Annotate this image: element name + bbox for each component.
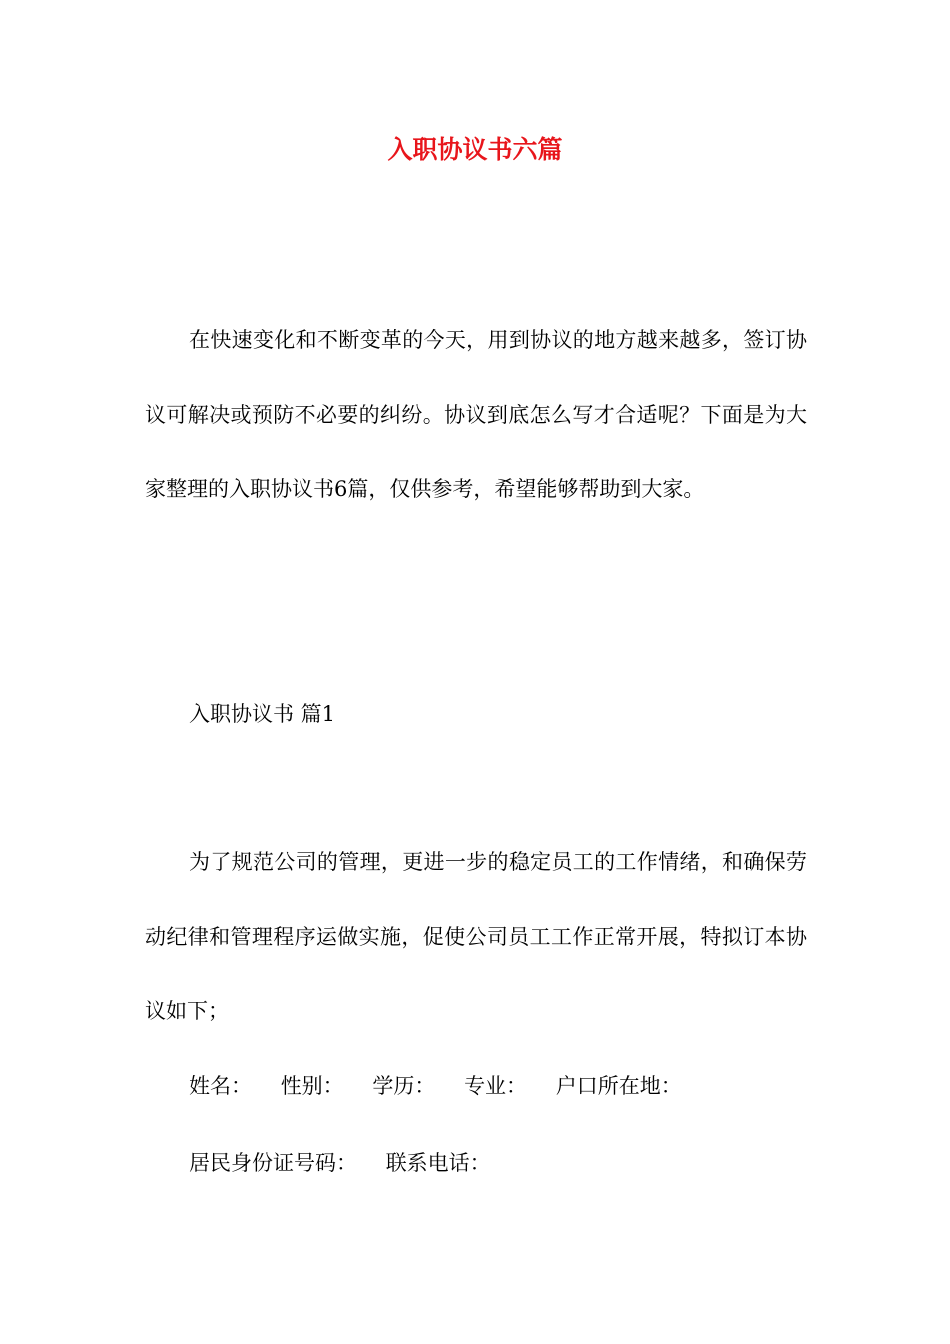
- field-label-major: 专业：: [464, 1074, 528, 1098]
- form-fields-row-2: [189, 1145, 513, 1181]
- form-fields-row-1: [189, 1068, 704, 1104]
- field-label-gender: 性别：: [280, 1074, 344, 1098]
- document-title: 入职协议书六篇: [387, 135, 563, 164]
- field-label-id-number: 居民身份证号码：: [189, 1151, 357, 1175]
- section-heading: 入职协议书 篇1: [189, 702, 336, 726]
- body-paragraph: 为了规范公司的管理，更进一步的稳定员工的工作情绪，和确保劳动纪律和管理程序运做实施，促使公司员工工作正常开展，特拟订本协议如下；: [145, 850, 807, 1023]
- field-label-education: 学历：: [372, 1074, 436, 1098]
- intro-paragraph: 在快速变化和不断变革的今天，用到协议的地方越来越多，签订协议可解决或预防不必要的纠纷。协议到底怎么写才合适呢？下面是为大家整理的入职协议书6篇，仅供参考，希望能够帮助到大家。: [145, 328, 807, 501]
- field-label-household: 户口所在地：: [555, 1074, 682, 1098]
- field-label-name: 姓名：: [189, 1074, 252, 1098]
- field-label-phone: 联系电话：: [385, 1151, 491, 1175]
